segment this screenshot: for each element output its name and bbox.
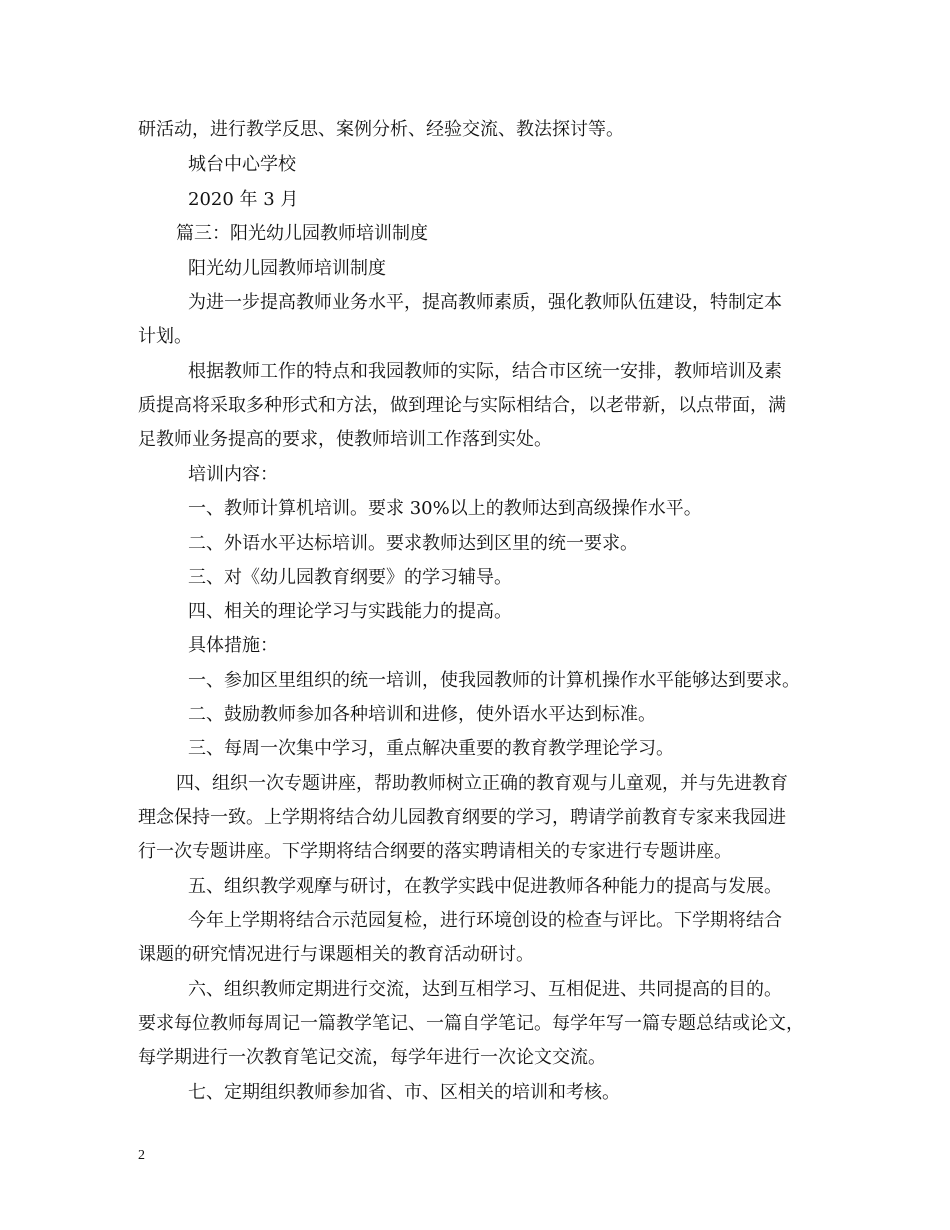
list-item: 三、每周一次集中学习，重点解决重要的教育教学理论学习。: [188, 738, 674, 759]
section-heading: 篇三：阳光幼儿园教师培训制度: [176, 223, 428, 244]
text-line: 城台中心学校: [188, 154, 296, 175]
list-item: 一、参加区里组织的统一培训，使我园教师的计算机操作水平能够达到要求。: [188, 670, 800, 691]
text-line: 2020 年 3 月: [188, 189, 299, 210]
text-line: 理念保持一致。上学期将结合幼儿园教育纲要的学习，聘请学前教育专家来我园进: [138, 807, 786, 828]
text-line: 要求每位教师每周记一篇教学笔记、一篇自学笔记。每学年写一篇专题总结或论文，: [138, 1013, 804, 1034]
text-line: 今年上学期将结合示范园复检，进行环境创设的检查与评比。下学期将结合: [188, 910, 782, 931]
text-line: 质提高将采取多种形式和方法，做到理论与实际相结合，以老带新，以点带面，满: [138, 395, 786, 416]
subheading: 培训内容：: [188, 464, 278, 485]
text-line: 研活动，进行教学反思、案例分析、经验交流、教法探讨等。: [138, 119, 624, 140]
list-item: 四、相关的理论学习与实践能力的提高。: [188, 601, 512, 622]
page-number: 2: [138, 1148, 145, 1163]
text-line: 计划。: [138, 326, 192, 347]
list-item: 五、组织教学观摩与研讨，在教学实践中促进教师各种能力的提高与发展。: [188, 876, 782, 897]
list-item: 一、教师计算机培训。要求 30%以上的教师达到高级操作水平。: [188, 498, 702, 519]
list-item: 六、组织教师定期进行交流，达到互相学习、互相促进、共同提高的目的。: [188, 979, 782, 1000]
list-item: 七、定期组织教师参加省、市、区相关的培训和考核。: [188, 1082, 620, 1103]
subheading: 具体措施：: [188, 635, 278, 656]
text-line: 每学期进行一次教育笔记交流，每学年进行一次论文交流。: [138, 1047, 606, 1068]
list-item: 二、外语水平达标培训。要求教师达到区里的统一要求。: [188, 533, 638, 554]
list-item: 三、对《幼儿园教育纲要》的学习辅导。: [188, 567, 512, 588]
section-title: 阳光幼儿园教师培训制度: [188, 258, 386, 279]
text-line: 为进一步提高教师业务水平，提高教师素质，强化教师队伍建设，特制定本: [188, 292, 782, 313]
list-item: 四、组织一次专题讲座，帮助教师树立正确的教育观与儿童观，并与先进教育: [176, 773, 788, 794]
text-line: 行一次专题讲座。下学期将结合纲要的落实聘请相关的专家进行专题讲座。: [138, 841, 732, 862]
list-item: 二、鼓励教师参加各种培训和进修，使外语水平达到标准。: [188, 704, 656, 725]
text-line: 课题的研究情况进行与课题相关的教育活动研讨。: [138, 944, 534, 965]
text-line: 根据教师工作的特点和我园教师的实际，结合市区统一安排，教师培训及素: [188, 361, 782, 382]
text-line: 足教师业务提高的要求，使教师培训工作落到实处。: [138, 429, 552, 450]
